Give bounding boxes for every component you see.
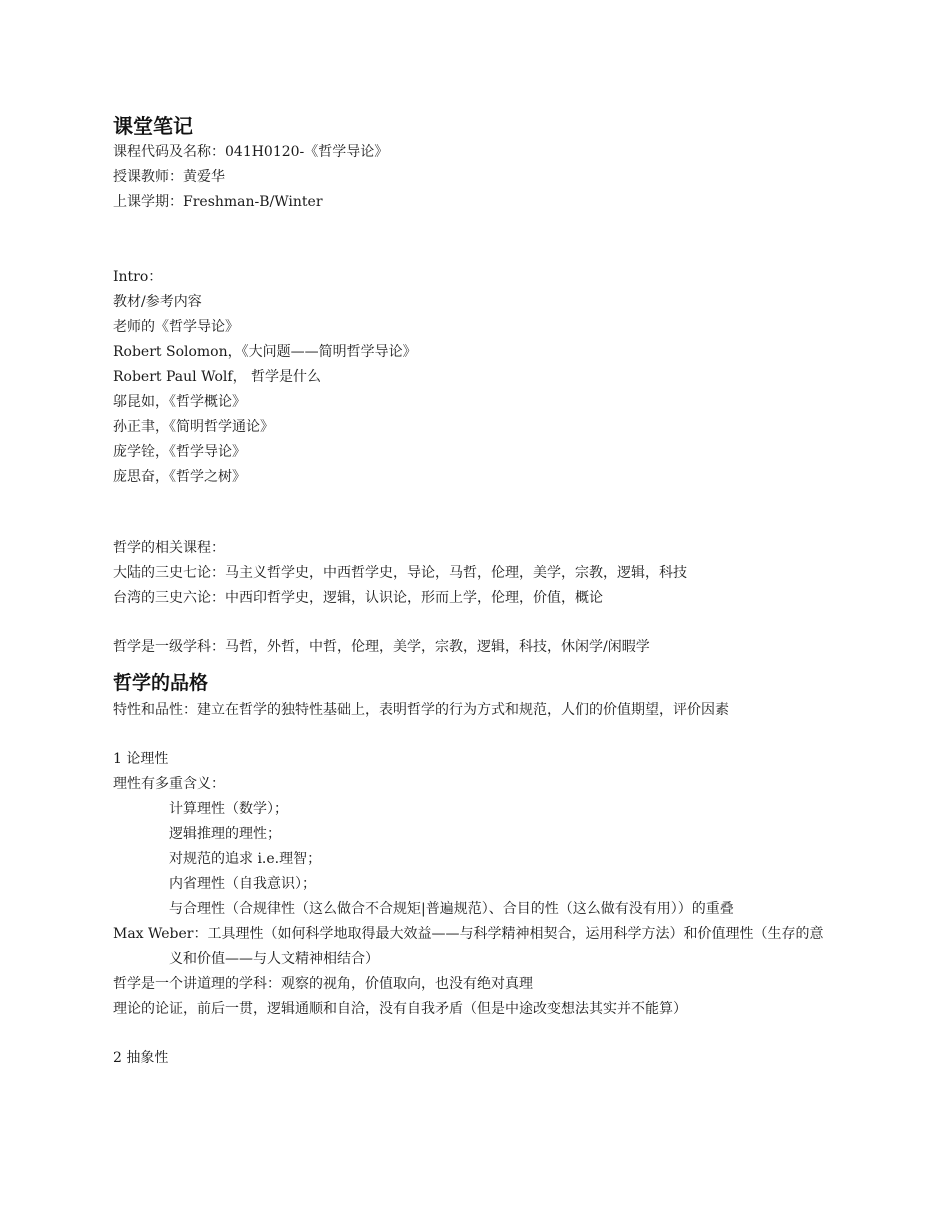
section1-intro: 理性有多重含义： bbox=[113, 776, 225, 792]
section2-title: 2 抽象性 bbox=[113, 1050, 169, 1066]
courses-mainland: 大陆的三史七论：马主义哲学史，中西哲学史，导论，马哲，伦理，美学，宗教，逻辑，科技 bbox=[113, 565, 687, 581]
intro-line: 庞学铨，《哲学导论》 bbox=[113, 444, 246, 460]
section1-line: 理论的论证，前后一贯，逻辑通顺和自洽，没有自我矛盾（但是中途改变想法其实并不能算） bbox=[113, 1001, 687, 1017]
spacer bbox=[113, 490, 837, 536]
teacher-value: 黄爱华 bbox=[183, 169, 225, 185]
section1-title: 1 论理性 bbox=[113, 751, 169, 767]
reason-item: 计算理性（数学）； bbox=[169, 801, 288, 817]
intro-line: 孙正聿，《简明哲学通论》 bbox=[113, 419, 274, 435]
teacher-label: 授课教师： bbox=[113, 169, 183, 185]
term-value: Freshman-B/Winter bbox=[183, 194, 323, 210]
course-value: 041H0120-《哲学导论》 bbox=[225, 144, 389, 160]
document-page bbox=[113, 112, 837, 1071]
character-definition: 特性和品性：建立在哲学的独特性基础上，表明哲学的行为方式和规范，人们的价值期望，评价因素 bbox=[113, 702, 729, 718]
intro-line: 老师的《哲学导论》 bbox=[113, 319, 239, 335]
spacer bbox=[113, 1022, 837, 1046]
course-label: 课程代码及名称： bbox=[113, 144, 225, 160]
reason-item: 内省理性（自我意识）； bbox=[169, 876, 316, 892]
reason-item: 逻辑推理的理性； bbox=[169, 826, 281, 842]
courses-heading: 哲学的相关课程： bbox=[113, 540, 225, 556]
term-line bbox=[113, 190, 837, 215]
intro-heading: Intro： bbox=[113, 269, 163, 285]
spacer bbox=[113, 611, 837, 635]
intro-line: Robert Solomon，《大问题——简明哲学导论》 bbox=[113, 344, 417, 360]
intro-line: 庞思奋，《哲学之树》 bbox=[113, 469, 246, 485]
courses-taiwan: 台湾的三史六论：中西印哲学史，逻辑，认识论，形而上学，伦理，价值，概论 bbox=[113, 590, 603, 606]
section1-line: 哲学是一个讲道理的学科：观察的视角，价值取向，也没有绝对真理 bbox=[113, 976, 533, 992]
intro-line: 教材/参考内容 bbox=[113, 294, 202, 310]
teacher-line bbox=[113, 165, 837, 190]
term-label: 上课学期： bbox=[113, 194, 183, 210]
weber-line: Max Weber：工具理性（如何科学地取得最大效益——与科学精神相契合，运用科学方法）和价值理性（生存的意义和价值——与人文精神相结合） bbox=[113, 926, 824, 967]
reason-item: 对规范的追求 i.e.理智； bbox=[169, 851, 322, 867]
intro-line: 邬昆如，《哲学概论》 bbox=[113, 394, 246, 410]
reason-item: 与合理性（合规律性（这么做合不合规矩|普遍规范）、合目的性（这么做有没有用））的重叠 bbox=[169, 901, 734, 917]
spacer bbox=[113, 215, 837, 265]
course-line bbox=[113, 140, 837, 165]
courses-first-level: 哲学是一级学科：马哲，外哲，中哲，伦理，美学，宗教，逻辑，科技，休闲学/闲暇学 bbox=[113, 639, 650, 655]
section-heading: 哲学的品格 bbox=[113, 672, 209, 694]
document-title: 课堂笔记 bbox=[113, 114, 193, 138]
intro-line: Robert Paul Wolf， 哲学是什么 bbox=[113, 369, 322, 385]
spacer bbox=[113, 723, 837, 747]
